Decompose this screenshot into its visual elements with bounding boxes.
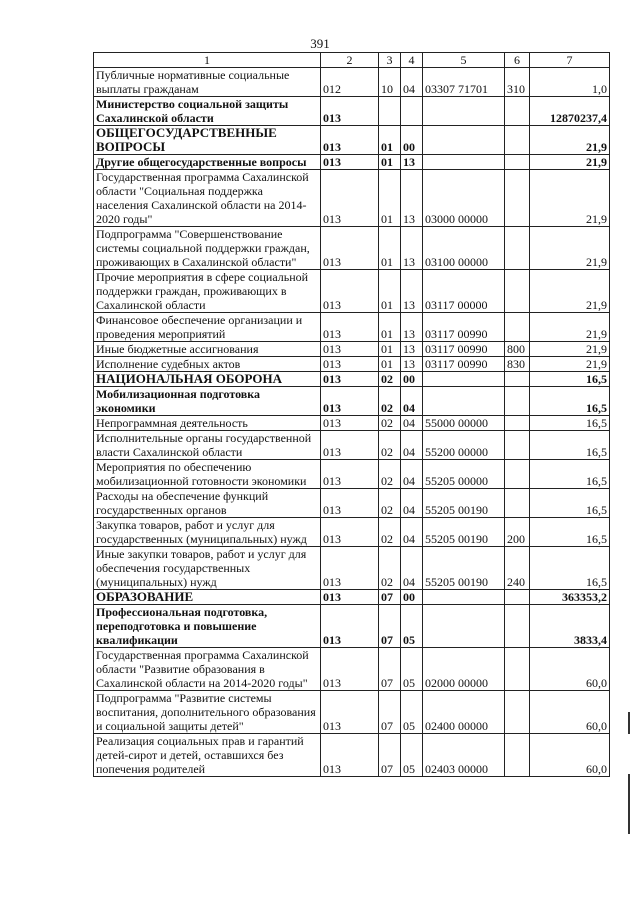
amount-cell: 21,9 (530, 270, 610, 313)
code-cell: 013 (321, 342, 379, 357)
row-name-cell: Закупка товаров, работ и услуг для государственных (муниципальных) нужд (94, 518, 321, 547)
code-cell (505, 691, 530, 734)
code-cell: 800 (505, 342, 530, 357)
table-row (94, 97, 610, 126)
row-name-cell: Мобилизационная подготовка экономики (94, 387, 321, 416)
header-cell: 7 (530, 53, 610, 68)
code-cell: 02 (379, 489, 401, 518)
code-cell (505, 170, 530, 227)
code-cell: 013 (321, 97, 379, 126)
code-cell: 02 (379, 518, 401, 547)
table-row (94, 342, 610, 357)
amount-cell: 60,0 (530, 691, 610, 734)
row-name-cell: Непрограммная деятельность (94, 416, 321, 431)
row-name-cell: Мероприятия по обеспечению мобилизационной готовности экономики (94, 460, 321, 489)
table-row (94, 416, 610, 431)
row-name-cell: Исполнение судебных актов (94, 357, 321, 372)
amount-cell: 16,5 (530, 372, 610, 387)
code-cell: 01 (379, 155, 401, 170)
table-row (94, 518, 610, 547)
code-cell: 013 (321, 431, 379, 460)
code-cell: 240 (505, 547, 530, 590)
header-cell: 1 (94, 53, 321, 68)
row-name-cell: Профессиональная подготовка, переподготовка и повышение квалификации (94, 605, 321, 648)
code-cell: 04 (401, 547, 423, 590)
code-cell (505, 489, 530, 518)
code-cell: 13 (401, 313, 423, 342)
table-row (94, 170, 610, 227)
scan-artifact (628, 774, 630, 834)
code-cell: 00 (401, 126, 423, 155)
code-cell (401, 97, 423, 126)
amount-cell: 3833,4 (530, 605, 610, 648)
row-name-cell: Иные закупки товаров, работ и услуг для обеспечения государственных (муниципальных) нужд (94, 547, 321, 590)
budget-table (93, 52, 610, 777)
row-name-cell: Государственная программа Сахалинской области "Развитие образования в Сахалинской области на 2014-2020 годы" (94, 648, 321, 691)
amount-cell: 16,5 (530, 489, 610, 518)
code-cell: 02400 00000 (423, 691, 505, 734)
code-cell: 01 (379, 170, 401, 227)
code-cell: 013 (321, 227, 379, 270)
code-cell: 013 (321, 648, 379, 691)
code-cell: 013 (321, 372, 379, 387)
code-cell (505, 387, 530, 416)
code-cell: 04 (401, 460, 423, 489)
code-cell (505, 590, 530, 605)
amount-cell: 16,5 (530, 518, 610, 547)
code-cell: 02 (379, 431, 401, 460)
code-cell: 02 (379, 387, 401, 416)
row-name-cell: Иные бюджетные ассигнования (94, 342, 321, 357)
code-cell (423, 97, 505, 126)
row-name-cell: ОБЩЕГОСУДАРСТВЕННЫЕ ВОПРОСЫ (94, 126, 321, 155)
code-cell (423, 590, 505, 605)
code-cell: 03117 00000 (423, 270, 505, 313)
amount-cell: 60,0 (530, 648, 610, 691)
code-cell: 013 (321, 489, 379, 518)
code-cell: 013 (321, 387, 379, 416)
header-cell: 3 (379, 53, 401, 68)
table-row (94, 489, 610, 518)
amount-cell: 21,9 (530, 357, 610, 372)
code-cell: 13 (401, 357, 423, 372)
code-cell: 200 (505, 518, 530, 547)
code-cell: 02 (379, 460, 401, 489)
header-cell: 5 (423, 53, 505, 68)
amount-cell: 21,9 (530, 126, 610, 155)
code-cell: 03117 00990 (423, 313, 505, 342)
table-row (94, 691, 610, 734)
code-cell (379, 97, 401, 126)
code-cell: 013 (321, 547, 379, 590)
row-name-cell: Реализация социальных прав и гарантий детей-сирот и детей, оставшихся без попечения родителей (94, 734, 321, 777)
row-name-cell: Расходы на обеспечение функций государственных органов (94, 489, 321, 518)
table-row (94, 372, 610, 387)
code-cell: 013 (321, 734, 379, 777)
amount-cell: 21,9 (530, 227, 610, 270)
code-cell: 01 (379, 227, 401, 270)
code-cell (505, 313, 530, 342)
row-name-cell: Публичные нормативные социальные выплаты гражданам (94, 68, 321, 97)
amount-cell: 16,5 (530, 460, 610, 489)
code-cell: 13 (401, 227, 423, 270)
header-cell: 2 (321, 53, 379, 68)
code-cell (505, 372, 530, 387)
code-cell: 05 (401, 691, 423, 734)
code-cell (505, 431, 530, 460)
scan-artifact (628, 712, 630, 734)
row-name-cell: Исполнительные органы государственной власти Сахалинской области (94, 431, 321, 460)
code-cell: 013 (321, 357, 379, 372)
table-header-row (94, 53, 610, 68)
code-cell: 013 (321, 313, 379, 342)
code-cell: 07 (379, 605, 401, 648)
table-row (94, 227, 610, 270)
code-cell: 02403 00000 (423, 734, 505, 777)
code-cell (423, 155, 505, 170)
code-cell: 04 (401, 431, 423, 460)
code-cell: 04 (401, 416, 423, 431)
code-cell: 013 (321, 605, 379, 648)
table-row (94, 590, 610, 605)
row-name-cell: Финансовое обеспечение организации и проведения мероприятий (94, 313, 321, 342)
amount-cell: 16,5 (530, 387, 610, 416)
code-cell (505, 734, 530, 777)
amount-cell: 363353,2 (530, 590, 610, 605)
row-name-cell: Подпрограмма "Развитие системы воспитания, дополнительного образования и социальной защиты детей" (94, 691, 321, 734)
code-cell: 04 (401, 518, 423, 547)
code-cell: 13 (401, 155, 423, 170)
code-cell: 13 (401, 342, 423, 357)
code-cell: 013 (321, 270, 379, 313)
code-cell: 05 (401, 734, 423, 777)
code-cell: 01 (379, 357, 401, 372)
code-cell: 04 (401, 489, 423, 518)
code-cell: 13 (401, 270, 423, 313)
code-cell: 02 (379, 372, 401, 387)
code-cell: 013 (321, 590, 379, 605)
code-cell (505, 648, 530, 691)
code-cell: 07 (379, 734, 401, 777)
code-cell: 10 (379, 68, 401, 97)
code-cell: 013 (321, 460, 379, 489)
amount-cell: 21,9 (530, 170, 610, 227)
table-row (94, 648, 610, 691)
row-name-cell: ОБРАЗОВАНИЕ (94, 590, 321, 605)
code-cell (505, 97, 530, 126)
code-cell: 00 (401, 590, 423, 605)
code-cell (505, 460, 530, 489)
amount-cell: 21,9 (530, 313, 610, 342)
amount-cell: 60,0 (530, 734, 610, 777)
code-cell: 55200 00000 (423, 431, 505, 460)
amount-cell: 21,9 (530, 342, 610, 357)
code-cell: 55205 00190 (423, 518, 505, 547)
code-cell: 00 (401, 372, 423, 387)
code-cell (505, 155, 530, 170)
table-row (94, 155, 610, 170)
table-row (94, 431, 610, 460)
table-row (94, 460, 610, 489)
code-cell: 01 (379, 126, 401, 155)
code-cell: 013 (321, 518, 379, 547)
code-cell: 55205 00190 (423, 547, 505, 590)
row-name-cell: Прочие мероприятия в сфере социальной поддержки граждан, проживающих в Сахалинской области (94, 270, 321, 313)
code-cell: 07 (379, 691, 401, 734)
table-row (94, 126, 610, 155)
code-cell: 04 (401, 68, 423, 97)
code-cell (505, 416, 530, 431)
code-cell: 01 (379, 313, 401, 342)
code-cell: 013 (321, 155, 379, 170)
row-name-cell: Другие общегосударственные вопросы (94, 155, 321, 170)
code-cell: 07 (379, 590, 401, 605)
code-cell: 07 (379, 648, 401, 691)
code-cell: 55205 00000 (423, 460, 505, 489)
table-row (94, 734, 610, 777)
code-cell: 55000 00000 (423, 416, 505, 431)
table-row (94, 357, 610, 372)
code-cell (423, 605, 505, 648)
code-cell: 03117 00990 (423, 357, 505, 372)
code-cell: 02 (379, 547, 401, 590)
code-cell: 13 (401, 170, 423, 227)
code-cell: 830 (505, 357, 530, 372)
code-cell: 03117 00990 (423, 342, 505, 357)
code-cell: 02000 00000 (423, 648, 505, 691)
table-row (94, 547, 610, 590)
code-cell (505, 605, 530, 648)
code-cell: 05 (401, 605, 423, 648)
amount-cell: 16,5 (530, 547, 610, 590)
code-cell (505, 126, 530, 155)
header-cell: 4 (401, 53, 423, 68)
code-cell (505, 270, 530, 313)
code-cell: 55205 00190 (423, 489, 505, 518)
row-name-cell: НАЦИОНАЛЬНАЯ ОБОРОНА (94, 372, 321, 387)
row-name-cell: Государственная программа Сахалинской области "Социальная поддержка населения Сахалинской области на 2014-2020 годы" (94, 170, 321, 227)
header-cell: 6 (505, 53, 530, 68)
amount-cell: 12870237,4 (530, 97, 610, 126)
amount-cell: 16,5 (530, 431, 610, 460)
code-cell (423, 126, 505, 155)
amount-cell: 16,5 (530, 416, 610, 431)
code-cell: 012 (321, 68, 379, 97)
table-row (94, 270, 610, 313)
amount-cell: 21,9 (530, 155, 610, 170)
code-cell: 04 (401, 387, 423, 416)
row-name-cell: Министерство социальной защиты Сахалинской области (94, 97, 321, 126)
code-cell: 310 (505, 68, 530, 97)
code-cell: 03100 00000 (423, 227, 505, 270)
page-number: 391 (310, 36, 330, 51)
table-row (94, 387, 610, 416)
code-cell: 01 (379, 270, 401, 313)
code-cell (423, 372, 505, 387)
code-cell: 03000 00000 (423, 170, 505, 227)
table-row (94, 68, 610, 97)
row-name-cell: Подпрограмма "Совершенствование системы социальной поддержки граждан, проживающих в Сахалинской области" (94, 227, 321, 270)
table-row (94, 605, 610, 648)
amount-cell: 1,0 (530, 68, 610, 97)
code-cell: 01 (379, 342, 401, 357)
code-cell: 013 (321, 126, 379, 155)
table-row (94, 313, 610, 342)
code-cell (423, 387, 505, 416)
code-cell: 013 (321, 170, 379, 227)
code-cell (505, 227, 530, 270)
code-cell: 03307 71701 (423, 68, 505, 97)
code-cell: 013 (321, 416, 379, 431)
code-cell: 05 (401, 648, 423, 691)
code-cell: 013 (321, 691, 379, 734)
code-cell: 02 (379, 416, 401, 431)
